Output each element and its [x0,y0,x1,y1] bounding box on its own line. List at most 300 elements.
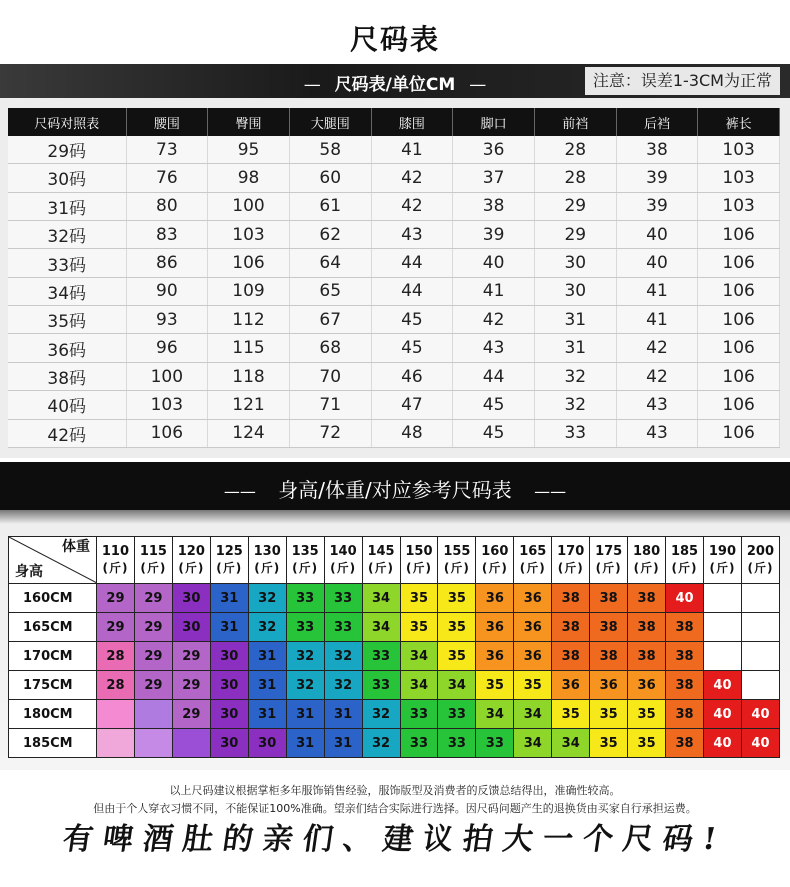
weight-unit: (斤) [178,561,205,575]
measurement-cell: 42 [453,306,535,334]
size-ref-cell [741,671,779,700]
measurement-cell: 44 [371,249,453,277]
weight-col-header [590,537,628,584]
measurement-cell: 42 [616,362,698,390]
size-ref-cell: 29 [97,613,135,642]
size-ref-cell: 31 [286,729,324,758]
size-ref-cell: 28 [97,671,135,700]
size-ref-cell: 35 [438,613,476,642]
measurement-cell: 32 [534,362,616,390]
size-ref-cell: 33 [438,700,476,729]
measurement-cell: 67 [289,306,371,334]
weight-col-header [741,537,779,584]
measurement-cell: 42 [616,334,698,362]
weight-col-header [666,537,704,584]
size-subtitle: 尺码表/单位CM [334,75,456,95]
weight-value: 185 [670,544,699,559]
table-row [8,277,780,305]
size-ref-cell: 35 [628,729,666,758]
measurement-cell: 60 [289,164,371,192]
size-ref-cell: 34 [438,671,476,700]
table-row [8,306,780,334]
measurement-cell: 30 [534,249,616,277]
measurement-cell: 106 [126,419,208,447]
measurement-cell: 42 [371,164,453,192]
weight-value: 160 [481,544,509,559]
size-ref-cell: 33 [400,729,438,758]
height-row-header: 185CM [9,729,97,758]
size-ref-cell: 38 [628,642,666,671]
weight-unit: (斤) [330,561,357,575]
corner-weight-label: 体重 [62,539,90,555]
size-label-cell: 38码 [8,362,126,390]
measurement-cell: 40 [453,249,535,277]
size-table-panel [0,98,790,458]
table-row [8,192,780,220]
size-label-cell: 36码 [8,334,126,362]
measurement-cell: 64 [289,249,371,277]
ref-header-bar [0,462,790,510]
size-ref-cell: 29 [97,584,135,613]
size-label-cell: 35码 [8,306,126,334]
weight-col-header [97,537,135,584]
size-ref-cell: 31 [248,642,286,671]
size-ref-cell: 38 [666,642,704,671]
weight-value: 165 [519,544,547,559]
size-header-bar [0,64,790,98]
size-ref-cell: 30 [172,613,210,642]
measurement-cell: 112 [208,306,290,334]
measurement-cell: 70 [289,362,371,390]
size-ref-cell: 29 [134,671,172,700]
height-row-header: 180CM [9,700,97,729]
measurement-cell: 61 [289,192,371,220]
weight-col-header [286,537,324,584]
measurement-cell: 36 [453,136,535,164]
height-row-header: 165CM [9,613,97,642]
measurement-cell: 68 [289,334,371,362]
size-ref-cell [741,613,779,642]
measurement-cell: 44 [453,362,535,390]
measurement-cell: 100 [126,362,208,390]
size-ref-cell: 35 [438,584,476,613]
size-ref-cell: 38 [590,642,628,671]
size-ref-cell: 29 [172,700,210,729]
weight-unit: (斤) [405,561,432,575]
weight-value: 115 [139,544,167,559]
measurement-cell: 29 [534,192,616,220]
measurement-cell: 41 [371,136,453,164]
size-ref-cell [741,584,779,613]
size-ref-cell: 38 [552,613,590,642]
size-ref-cell [97,700,135,729]
size-ref-cell: 33 [476,729,514,758]
measurement-cell: 90 [126,277,208,305]
footer-notes [0,782,790,818]
table-row [9,642,780,671]
size-ref-cell: 40 [741,729,779,758]
size-ref-cell: 31 [324,700,362,729]
weight-unit: (斤) [292,561,319,575]
table-row [9,700,780,729]
table-row [9,613,780,642]
weight-value: 145 [367,544,395,559]
measurement-cell: 100 [208,192,290,220]
size-ref-cell: 32 [362,729,400,758]
table-row [9,584,780,613]
size-ref-cell: 35 [514,671,552,700]
weight-unit: (斤) [557,561,584,575]
measurement-cell: 41 [453,277,535,305]
size-ref-cell: 33 [324,584,362,613]
ref-dash-left: —— [223,482,256,501]
weight-col-header [210,537,248,584]
size-ref-cell: 30 [210,671,248,700]
size-ref-cell: 36 [590,671,628,700]
size-ref-cell: 36 [476,584,514,613]
measurement-cell: 106 [698,249,780,277]
weight-value: 175 [595,544,623,559]
measurement-cell: 103 [698,136,780,164]
measurement-cell: 98 [208,164,290,192]
size-ref-cell: 34 [362,613,400,642]
measurement-cell: 45 [371,306,453,334]
measurement-cell: 72 [289,419,371,447]
ref-dash-right: —— [534,482,567,501]
size-col-header: 前裆 [534,108,616,136]
corner-cell [9,537,97,584]
size-ref-cell [172,729,210,758]
size-ref-cell: 35 [590,700,628,729]
table-row [8,362,780,390]
measurement-cell: 43 [616,419,698,447]
weight-unit: (斤) [747,561,774,575]
weight-unit: (斤) [368,561,395,575]
size-ref-cell: 38 [666,700,704,729]
size-ref-cell: 31 [210,613,248,642]
size-ref-cell: 33 [324,613,362,642]
measurement-cell: 76 [126,164,208,192]
measurement-cell: 62 [289,221,371,249]
ref-table [8,536,780,758]
size-ref-cell: 32 [362,700,400,729]
size-label-cell: 34码 [8,277,126,305]
size-ref-cell [704,613,742,642]
size-label-cell: 42码 [8,419,126,447]
table-row [8,221,780,249]
weight-col-header [248,537,286,584]
weight-value: 125 [215,544,243,559]
size-ref-cell: 35 [438,642,476,671]
size-ref-cell: 35 [400,584,438,613]
size-ref-cell: 31 [248,700,286,729]
size-ref-cell: 35 [590,729,628,758]
size-ref-cell: 31 [324,729,362,758]
size-ref-cell: 40 [704,671,742,700]
size-ref-cell: 34 [362,584,400,613]
weight-unit: (斤) [709,561,736,575]
weight-unit: (斤) [102,561,129,575]
measurement-cell: 58 [289,136,371,164]
table-row [8,164,780,192]
measurement-cell: 121 [208,391,290,419]
size-ref-cell: 38 [590,613,628,642]
weight-col-header [514,537,552,584]
weight-value: 150 [405,544,433,559]
measurement-cell: 43 [453,334,535,362]
measurement-cell: 41 [616,277,698,305]
weight-col-header [476,537,514,584]
measurement-cell: 96 [126,334,208,362]
ref-table-body [9,584,780,758]
size-ref-cell: 33 [438,729,476,758]
size-col-header: 膝围 [371,108,453,136]
weight-unit: (斤) [140,561,167,575]
size-ref-cell: 36 [514,642,552,671]
table-row [9,729,780,758]
size-ref-cell: 36 [552,671,590,700]
weight-unit: (斤) [633,561,660,575]
measurement-cell: 30 [534,277,616,305]
measurement-cell: 71 [289,391,371,419]
table-row [8,419,780,447]
size-ref-cell: 32 [248,613,286,642]
weight-col-header [172,537,210,584]
size-ref-cell: 33 [362,671,400,700]
measurement-cell: 73 [126,136,208,164]
size-ref-cell: 36 [514,584,552,613]
measurement-cell: 38 [453,192,535,220]
size-ref-cell: 34 [514,700,552,729]
measurement-cell: 46 [371,362,453,390]
measurement-cell: 47 [371,391,453,419]
weight-col-header [362,537,400,584]
weight-col-header [134,537,172,584]
measurement-cell: 106 [698,306,780,334]
size-ref-cell [134,700,172,729]
size-ref-cell: 34 [400,671,438,700]
size-ref-cell: 38 [628,584,666,613]
size-ref-cell: 31 [286,700,324,729]
size-ref-cell: 28 [97,642,135,671]
size-ref-cell: 40 [704,700,742,729]
weight-unit: (斤) [671,561,698,575]
size-ref-cell: 33 [362,642,400,671]
measurement-cell: 39 [453,221,535,249]
footer-line-2: 但由于个人穿衣习惯不同，不能保证100%准确。望亲们结合实际进行选择。因尺码问题产生的退换货由买家自行承担运费。 [93,802,697,815]
size-label-cell: 32码 [8,221,126,249]
size-ref-cell: 31 [248,671,286,700]
weight-value: 170 [557,544,585,559]
measurement-cell: 28 [534,136,616,164]
measurement-cell: 37 [453,164,535,192]
size-ref-cell: 29 [172,642,210,671]
measurement-cell: 83 [126,221,208,249]
size-ref-cell: 32 [248,584,286,613]
size-col-header: 裤长 [698,108,780,136]
table-row [9,671,780,700]
measurement-cell: 106 [698,419,780,447]
weight-value: 140 [329,544,357,559]
measurement-cell: 45 [453,391,535,419]
weight-col-header [552,537,590,584]
table-row [8,334,780,362]
weight-col-header [324,537,362,584]
measurement-cell: 40 [616,249,698,277]
measurement-cell: 48 [371,419,453,447]
measurement-cell: 80 [126,192,208,220]
size-ref-cell: 35 [476,671,514,700]
size-label-cell: 29码 [8,136,126,164]
measurement-cell: 103 [208,221,290,249]
size-ref-cell: 34 [552,729,590,758]
size-ref-cell: 40 [666,584,704,613]
weight-value: 135 [291,544,319,559]
corner-height-label: 身高 [15,564,43,580]
dash-right: — [469,75,487,95]
size-ref-cell: 32 [324,642,362,671]
size-table-header [8,108,780,136]
size-ref-cell: 35 [628,700,666,729]
measurement-cell: 44 [371,277,453,305]
size-col-header: 臀围 [208,108,290,136]
measurement-cell: 42 [371,192,453,220]
size-ref-cell: 29 [134,613,172,642]
height-row-header: 160CM [9,584,97,613]
weight-unit: (斤) [254,561,281,575]
size-ref-cell: 29 [134,642,172,671]
size-ref-cell: 34 [476,700,514,729]
weight-col-header [704,537,742,584]
measurement-cell: 28 [534,164,616,192]
table-row [8,136,780,164]
weight-value: 110 [101,544,130,559]
weight-col-header [400,537,438,584]
size-ref-cell: 36 [514,613,552,642]
measurement-cell: 106 [698,334,780,362]
weight-unit: (斤) [216,561,243,575]
measurement-cell: 115 [208,334,290,362]
table-row [8,249,780,277]
weight-value: 190 [708,544,737,559]
size-ref-cell: 38 [552,584,590,613]
measurement-cell: 33 [534,419,616,447]
weight-unit: (斤) [443,561,470,575]
size-col-header: 腰围 [126,108,208,136]
size-ref-cell: 32 [324,671,362,700]
weight-value: 180 [633,544,661,559]
measurement-cell: 103 [698,192,780,220]
measurement-cell: 118 [208,362,290,390]
size-ref-cell: 38 [590,584,628,613]
measurement-cell: 93 [126,306,208,334]
measurement-cell: 43 [616,391,698,419]
measurement-cell: 106 [698,221,780,249]
measurement-cell: 29 [534,221,616,249]
measurement-cell: 39 [616,164,698,192]
size-ref-cell: 35 [400,613,438,642]
table-row [8,391,780,419]
size-ref-cell: 40 [741,700,779,729]
size-ref-cell [704,642,742,671]
weight-col-header [438,537,476,584]
size-ref-cell: 38 [628,613,666,642]
height-row-header: 175CM [9,671,97,700]
size-ref-cell: 31 [210,584,248,613]
size-ref-cell: 30 [210,642,248,671]
size-ref-cell: 40 [704,729,742,758]
size-ref-cell: 30 [210,729,248,758]
size-ref-cell: 36 [628,671,666,700]
measurement-cell: 103 [698,164,780,192]
footer-line-1: 以上尺码建议根据掌柜多年服饰销售经验，服饰版型及消费者的反馈总结得出，准确性较高。 [169,784,621,797]
size-ref-cell: 38 [666,671,704,700]
size-ref-cell: 32 [286,671,324,700]
size-ref-cell [134,729,172,758]
tolerance-note: 注意：误差1-3CM为正常 [585,67,780,95]
height-row-header: 170CM [9,642,97,671]
size-col-header: 后裆 [616,108,698,136]
weight-value: 120 [177,544,205,559]
ref-heading: 身高/体重/对应参考尺码表 [278,478,512,502]
size-ref-cell: 38 [666,613,704,642]
ref-heading-row [0,474,790,503]
weight-unit: (斤) [481,561,508,575]
weight-value: 200 [746,544,775,559]
size-ref-cell: 34 [400,642,438,671]
measurement-cell: 39 [616,192,698,220]
measurement-cell: 45 [371,334,453,362]
size-ref-cell: 34 [514,729,552,758]
size-ref-cell: 30 [172,584,210,613]
weight-value: 130 [253,544,281,559]
size-label-cell: 30码 [8,164,126,192]
weight-unit: (斤) [519,561,546,575]
size-ref-cell [704,584,742,613]
measurement-cell: 106 [698,277,780,305]
weight-col-header [628,537,666,584]
ref-table-panel [0,510,790,770]
dash-left: — [303,75,321,95]
size-ref-cell: 38 [552,642,590,671]
measurement-cell: 31 [534,334,616,362]
measurement-cell: 65 [289,277,371,305]
measurement-cell: 95 [208,136,290,164]
measurement-cell: 40 [616,221,698,249]
size-col-header: 大腿围 [289,108,371,136]
size-ref-cell: 36 [476,613,514,642]
size-ref-cell: 29 [172,671,210,700]
size-table [8,108,780,448]
measurement-cell: 106 [208,249,290,277]
measurement-cell: 106 [698,362,780,390]
measurement-cell: 103 [126,391,208,419]
size-label-cell: 31码 [8,192,126,220]
size-ref-cell: 30 [248,729,286,758]
size-ref-cell: 33 [286,584,324,613]
size-ref-cell: 36 [476,642,514,671]
measurement-cell: 43 [371,221,453,249]
size-ref-cell: 33 [400,700,438,729]
size-col-header: 脚口 [453,108,535,136]
weight-value: 155 [443,544,471,559]
measurement-cell: 45 [453,419,535,447]
measurement-cell: 38 [616,136,698,164]
handwritten-tip: 有啤酒肚的亲们、建议拍大一个尺码! [60,822,729,857]
size-ref-cell: 33 [286,613,324,642]
weight-unit: (斤) [595,561,622,575]
measurement-cell: 86 [126,249,208,277]
